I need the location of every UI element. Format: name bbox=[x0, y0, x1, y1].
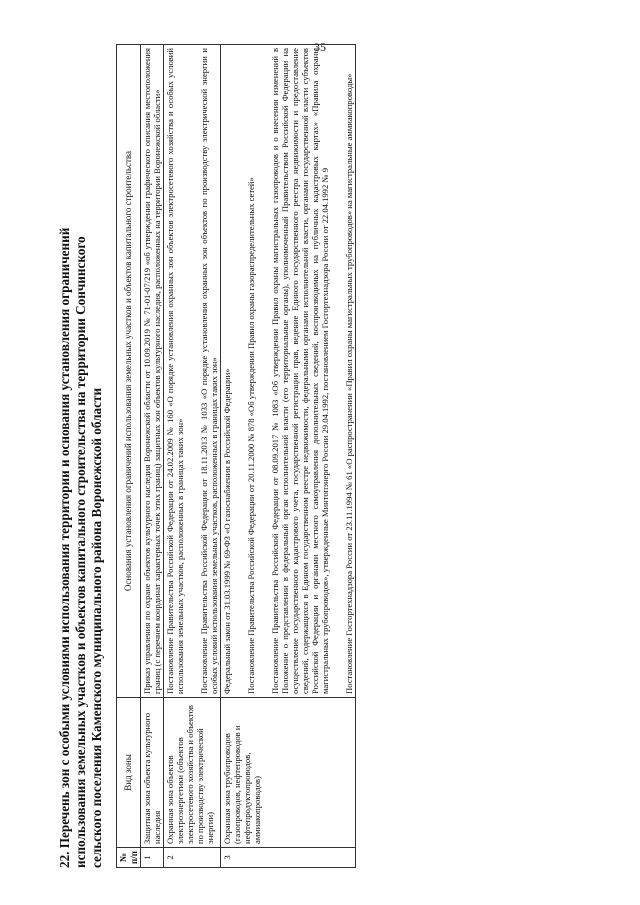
page-number: 35 bbox=[314, 40, 326, 54]
row-basis bbox=[141, 45, 164, 698]
header-zone: Вид зоны bbox=[117, 698, 141, 848]
basis-paragraph: Постановление Правительства Российской Федерации от 08.09.2017 № 1083 «Об утверждении Правил охраны магистральных газопроводов и о внесении изменений в Положение о представлении в федеральный орган исполнительной власти (его территориальные органы), уполномоченный Правительством Российской Федерации на осуществление государственного кадастрового учета, государственной регистрации прав, ведение Единого государственного реестра недвижимости и предоставление сведений, содержащихся в Едином государственном реестре недвижимости, федеральными органами исполнительной власти, органами государственной власти субъектов Российской Федерации и органами местного самоуправления дополнительных сведений, воспроизводимых на публичных кадастровых картах» «Правила охраны магистральных трубопроводов», утвержденные Минтопэнерго России 29.04.1992, постановлением Госгортехнадзора России от 22.04.1992 № 9 bbox=[270, 48, 330, 694]
page-title bbox=[57, 44, 105, 868]
title-line-2: использования земельных участков и объектов капитального строительства на территории Сончинского bbox=[73, 236, 88, 868]
row-num: 3 bbox=[221, 848, 356, 868]
table-row bbox=[164, 45, 221, 868]
row-zone: Защитная зона объекта культурного наследия bbox=[141, 698, 164, 848]
title-line-1: 22. Перечень зон с особыми условиями использования территории и основания установления ограничений bbox=[57, 227, 72, 868]
table-row bbox=[221, 45, 356, 868]
table-header-row bbox=[117, 45, 141, 868]
header-basis: Основания установления ограничений использования земельных участков и объектов капитального строительства bbox=[117, 45, 141, 698]
zones-table bbox=[116, 44, 356, 868]
row-basis bbox=[164, 45, 221, 698]
basis-paragraph: Приказ управления по охране объектов культурного наследия Воронежской области от 10.09.2019 № 71-01-07/219 «об утверждении графического описания местоположения границ (с перечнем координат характерных точек этих границ) защитных зон объектов культурного наследия, расположенных на территории Воронежской области» bbox=[142, 48, 162, 694]
header-num: № п/п bbox=[117, 848, 141, 868]
basis-paragraph: Постановление Правительства Российской Федерации от 24.02.2009 № 160 «О порядке установления охранных зон объектов электросетевого хозяйства и особых условий использования земельных участков, расположенных в границах таких зон» bbox=[165, 48, 185, 694]
row-num: 2 bbox=[164, 848, 221, 868]
row-zone: Охранная зона трубопроводов (газопроводов, нефтепроводов и нефтепродуктопроводов, аммиакопроводов) bbox=[221, 698, 356, 848]
row-zone: Охранная зона объектов электроэнергетики (объектов электросетевого хозяйства и объектов по производству электрической энергии) bbox=[164, 698, 221, 848]
basis-paragraph: Постановление Правительства Российской Федерации от 20.11.2000 № 878 «Об утверждении Правил охраны газораспределительных сетей» bbox=[246, 177, 256, 694]
row-basis bbox=[221, 45, 356, 698]
basis-paragraph: Постановление Госгортехнадзора России от 23.11.1994 № 61 «О распространении «Правил охраны магистральных трубопроводов» на магистральные аммиакопроводы» bbox=[344, 73, 354, 694]
row-num: 1 bbox=[141, 848, 164, 868]
basis-paragraph: Постановление Правительства Российской Федерации от 18.11.2013 № 1033 «О порядке установления охранных зон объектов по производству электрической энергии и особых условий использования земельных участков, расположенных в границах таких зон» bbox=[199, 48, 219, 694]
table-row bbox=[141, 45, 164, 868]
rotated-content bbox=[57, 44, 356, 868]
basis-paragraph: Федеральный закон от 31.03.1999 № 69-ФЗ «О газоснабжении в Российской Федерации» bbox=[222, 368, 232, 694]
title-line-3: сельского поселения Каменского муниципального района Воронежской области bbox=[89, 387, 104, 868]
